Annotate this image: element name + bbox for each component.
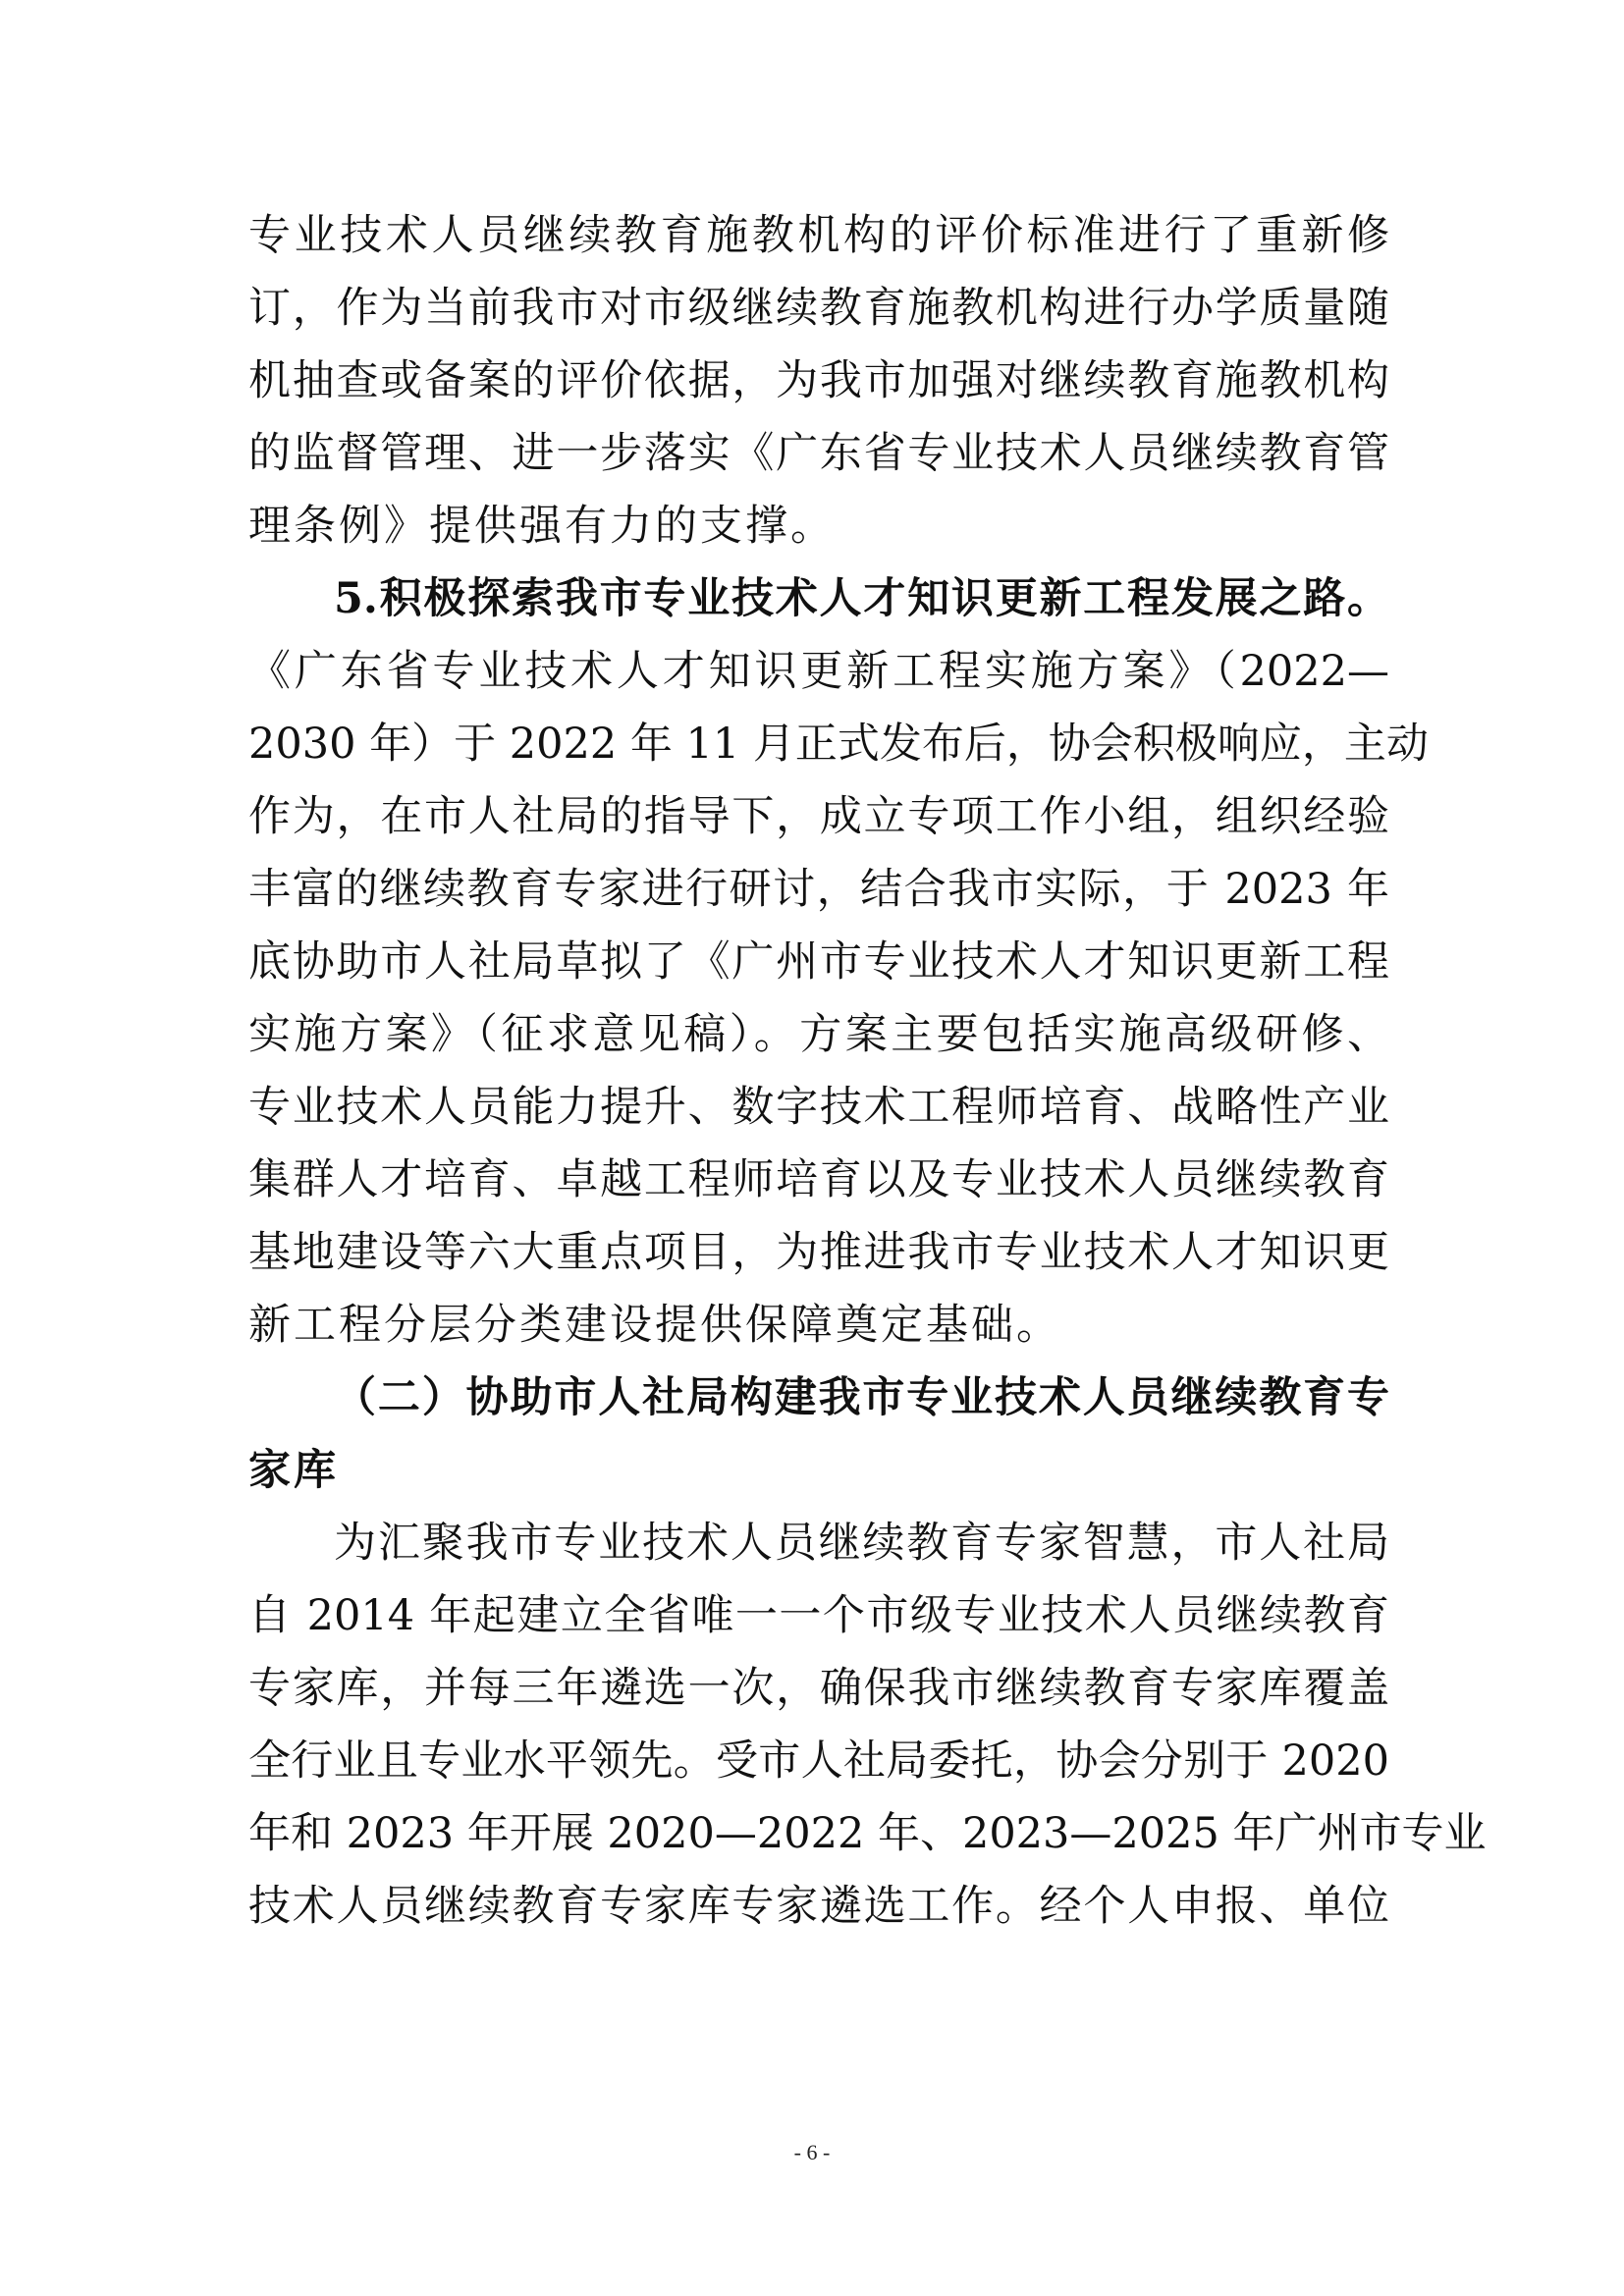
body-text-line: 年和 2023 年开展 2020—2022 年、2023—2025 年广州市专业 [248, 1809, 1487, 1858]
page-number: - 6 - [793, 2140, 831, 2164]
body-text-line: 订，作为当前我市对市级继续教育施教机构进行办学质量随 [248, 284, 1389, 333]
body-text-line: 全行业且专业水平领先。受市人社局委托，协会分别于 2020 [248, 1736, 1389, 1786]
body-text-line: 《广东省专业技术人才知识更新工程实施方案》（2022— [248, 647, 1389, 696]
section-heading: （二）协助市人社局构建我市专业技术人员继续教育专 [334, 1373, 1389, 1422]
body-text-line: 自 2014 年起建立全省唯一一个市级专业技术人员继续教育 [248, 1591, 1389, 1640]
body-text-line: 机抽查或备案的评价依据，为我市加强对继续教育施教机构 [248, 356, 1389, 405]
body-text-line: 专业技术人员继续教育施教机构的评价标准进行了重新修 [248, 211, 1389, 260]
body-text-line: 为汇聚我市专业技术人员继续教育专家智慧，市人社局 [334, 1519, 1389, 1568]
body-text-line: 技术人员继续教育专家库专家遴选工作。经个人申报、单位 [248, 1882, 1389, 1931]
body-text-line: 2030 年）于 2022 年 11 月正式发布后，协会积极响应，主动 [248, 720, 1429, 769]
body-text-line: 底协助市人社局草拟了《广州市专业技术人才知识更新工程 [248, 937, 1389, 987]
body-text-line: 丰富的继续教育专家进行研讨，结合我市实际，于 2023 年 [248, 865, 1389, 914]
body-text-line: 集群人才培育、卓越工程师培育以及专业技术人员继续教育 [248, 1155, 1389, 1204]
body-text-line: 基地建设等六大重点项目，为推进我市专业技术人才知识更 [248, 1228, 1389, 1277]
body-text-line: 作为，在市人社局的指导下，成立专项工作小组，组织经验 [248, 792, 1389, 841]
body-text-line: 专家库，并每三年遴选一次，确保我市继续教育专家库覆盖 [248, 1664, 1389, 1713]
body-text-line: 实施方案》（征求意见稿）。方案主要包括实施高级研修、 [248, 1010, 1389, 1059]
body-text-line: 的监督管理、进一步落实《广东省专业技术人员继续教育管 [248, 429, 1389, 478]
section-item-heading: 5.积极探索我市专业技术人才知识更新工程发展之路。 [334, 574, 1389, 623]
body-text-line: 专业技术人员能力提升、数字技术工程师培育、战略性产业 [248, 1083, 1389, 1132]
section-heading-continued: 家库 [248, 1446, 339, 1495]
body-text-line: 新工程分层分类建设提供保障奠定基础。 [248, 1301, 1061, 1350]
body-text-line: 理条例》提供强有力的支撑。 [248, 502, 836, 551]
